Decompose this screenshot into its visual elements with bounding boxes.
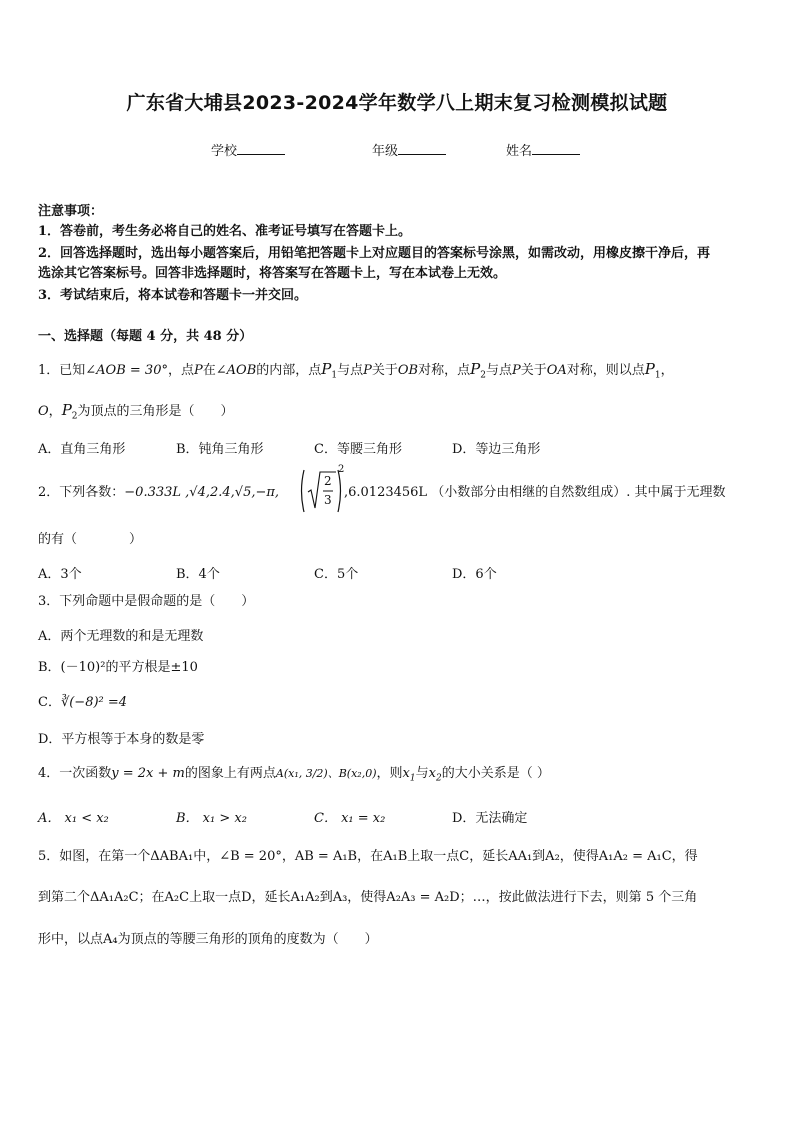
q3-option-c[interactable]: C．∛(−8)² =4 [38,695,128,710]
q1-stem-line1: 1．已知∠AOB = 30°，点P在∠AOB的内部，点$P_1$与点P关于OB对称，点$P_2$与点P关于OA对称，则以点$P_1$， [38,360,674,381]
note-2a: 2．回答选择题时，选出每小题答案后，用铅笔把答题卡上对应题目的答案标号涂黑，如需改动，用橡皮擦干净后，再 [38,246,711,261]
q4-points: A(x₁, 3/2)、B(x₂,0) [275,767,377,780]
q4-function: y = 2x + m [111,766,185,781]
school-blank[interactable] [237,142,285,155]
q1-option-c[interactable]: C．等腰三角形 [314,442,402,457]
q4-option-c[interactable]: C． x₁ = x₂ [314,811,386,826]
q2-stem-line2: 的有（ ） [38,532,143,547]
name-blank[interactable] [532,142,580,155]
q2-option-c[interactable]: C．5个 [314,567,359,582]
q3-option-b[interactable]: B．(－10)²的平方根是±10 [38,660,198,675]
q3-option-a[interactable]: A．两个无理数的和是无理数 [38,629,204,644]
q2-number-list: −0.333L ,√4,2.4,√5,−π, [124,485,280,500]
q2-option-b[interactable]: B．4个 [176,567,220,582]
q1-stem-line2: O，$P_2$为顶点的三角形是（ ） [38,401,234,422]
school-field [211,140,285,159]
q2-option-d[interactable]: D．6个 [452,567,497,582]
q2-fraction-expr: 2 3 2 [298,466,344,516]
q4-stem: 4．一次函数y = 2x + m的图象上有两点A(x₁, 3/2)、B(x₂,0)，则$x_1$与$x_2$的大小关系是（ ） [38,766,550,784]
q2-option-a[interactable]: A．3个 [38,567,82,582]
section-heading: 一、选择题（每题 4 分，共 48 分） [38,329,253,344]
q4-option-b[interactable]: B． x₁ > x₂ [176,811,247,826]
q4-option-a[interactable]: A． x₁ < x₂ [38,811,109,826]
q2-stem-line1: 2．下列各数：−0.333L ,√4,2.4,√5,−π, [38,485,280,500]
note-2b: 选涂其它答案标号。回答非选择题时，将答案写在答题卡上，写在本试卷上无效。 [38,266,507,281]
grade-blank[interactable] [398,142,446,155]
q4-option-d[interactable]: D．无法确定 [452,811,528,826]
q1-option-b[interactable]: B．钝角三角形 [176,442,264,457]
note-1: 1．答卷前，考生务必将自己的姓名、准考证号填写在答题卡上。 [38,224,412,239]
q5-stem-line3: 形中，以点A₄为顶点的等腰三角形的顶角的度数为（ ） [38,932,378,947]
q3-stem: 3．下列命题中是假命题的是（ ） [38,594,255,609]
school-label: 学校 [211,144,238,159]
page-title: 广东省大埔县2023-2024学年数学八上期末复习检测模拟试题 [126,92,668,114]
q3-option-d[interactable]: D．平方根等于本身的数是零 [38,732,205,747]
q5-stem-line2: 到第二个ΔA₁A₂C；在A₂C上取一点D，延长A₁A₂到A₃，使得A₂A₃ = A₂D；…，按此做法进行下去，则第 5 个三角 [38,890,698,905]
grade-field [372,140,446,159]
name-field [506,140,580,159]
q1-option-d[interactable]: D．等边三角形 [452,442,541,457]
q1-option-a[interactable]: A．直角三角形 [38,442,126,457]
name-label: 姓名 [506,144,533,159]
q2-stem-tail: ,6.0123456L （小数部分由相继的自然数组成）. 其中属于无理数 [344,485,726,500]
note-3: 3．考试结束后，将本试卷和答题卡一并交回。 [38,288,308,303]
notes-heading: 注意事项： [38,204,104,219]
q3-cube-root-expr: ∛(−8)² =4 [60,695,128,710]
q1-angle: ∠AOB = 30° [85,363,168,378]
grade-label: 年级 [372,144,399,159]
q5-stem-line1: 5．如图，在第一个ΔABA₁中，∠B = 20°，AB = A₁B，在A₁B上取一点C，延长AA₁到A₂，使得A₁A₂ = A₁C，得 [38,849,698,864]
